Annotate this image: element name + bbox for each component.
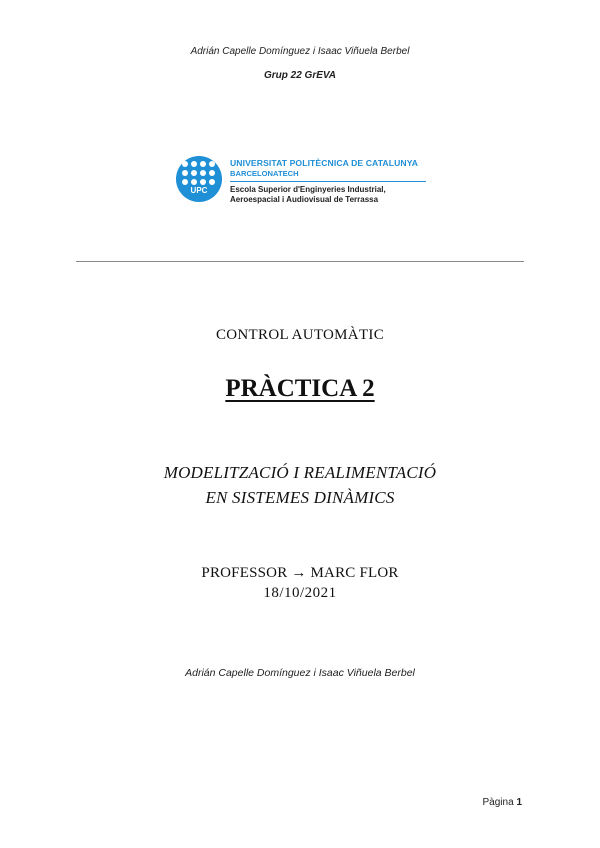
page-number — [483, 797, 522, 808]
practice-title: PRÀCTICA 2 — [225, 375, 375, 402]
authors-signature: Adrián Capelle Domínguez i Isaac Viñuela Berbel — [185, 667, 415, 679]
university-name: UNIVERSITAT POLITÈCNICA DE CATALUNYA — [230, 158, 419, 168]
professor-line: PROFESSOR → MARC FLOR — [201, 565, 399, 581]
upc-dots-icon — [182, 161, 216, 187]
subject-title: CONTROL AUTOMÀTIC — [215, 327, 385, 343]
page-number-value: 1 — [516, 797, 522, 808]
logo-text-block — [230, 158, 460, 205]
upc-logo-mark — [176, 156, 222, 202]
topic-line-1: MODELITZACIÓ I REALIMENTACIÓ — [163, 463, 437, 482]
school-name-line1: Escola Superior d'Enginyeries Industrial, — [230, 185, 386, 194]
page-label: Pàgina — [482, 797, 514, 808]
header-authors: Adrián Capelle Domínguez i Isaac Viñuela Berbel — [190, 46, 410, 57]
header-group: Grup 22 GrEVA — [263, 70, 337, 81]
logo-rule — [230, 181, 426, 182]
date: 18/10/2021 — [263, 585, 337, 601]
upc-mark-text: UPC — [190, 186, 208, 195]
header-divider — [76, 261, 524, 262]
university-tagline: BARCELONATECH — [230, 169, 299, 178]
school-name-line2: Aeroespacial i Audiovisual de Terrassa — [230, 195, 379, 204]
topic-line-2: EN SISTEMES DINÀMICS — [205, 488, 395, 507]
upc-logo — [176, 156, 456, 216]
